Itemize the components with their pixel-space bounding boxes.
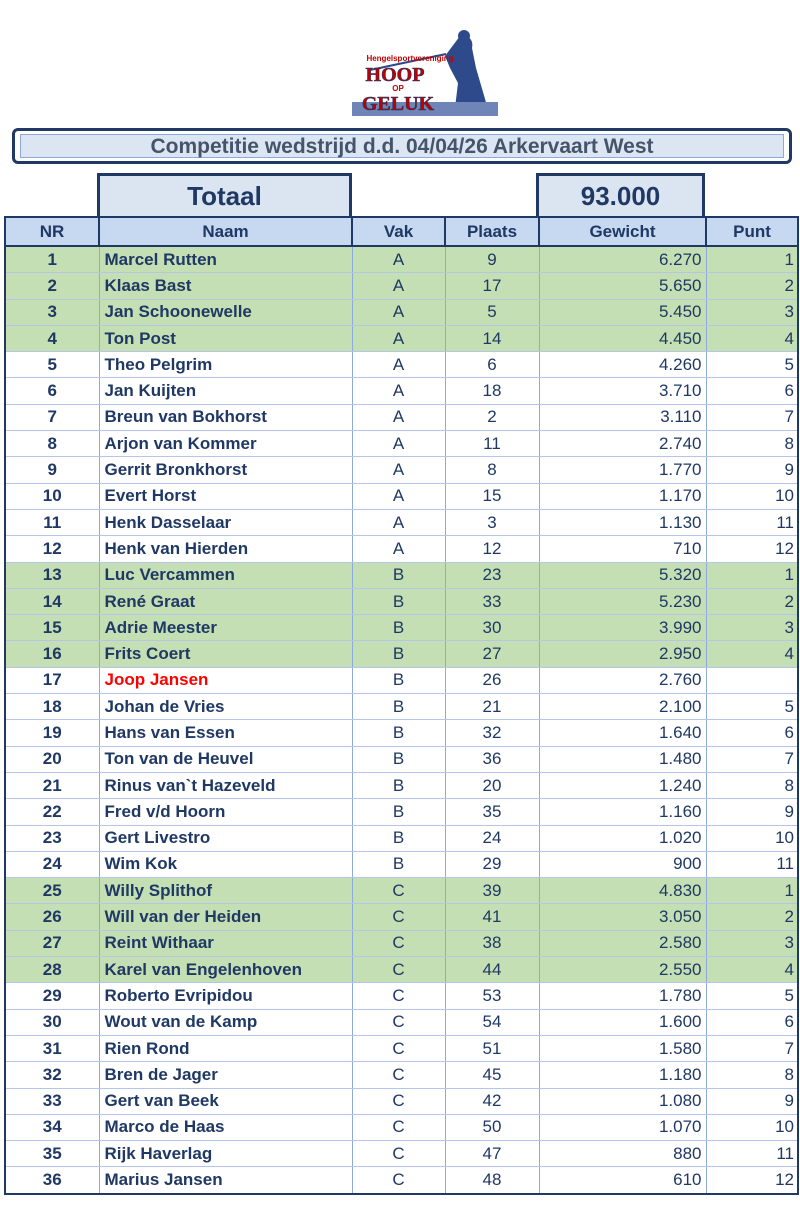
col-header-plaats: Plaats — [445, 217, 539, 246]
cell-nr: 20 — [5, 746, 99, 772]
cell-gewicht: 1.080 — [539, 1088, 706, 1114]
cell-naam: Willy Splithof — [99, 878, 352, 904]
table-row — [5, 930, 798, 956]
cell-naam: Gert Livestro — [99, 825, 352, 851]
cell-punt: 1 — [706, 246, 798, 273]
cell-vak: C — [352, 983, 445, 1009]
table-row — [5, 720, 798, 746]
cell-nr: 24 — [5, 851, 99, 877]
cell-gewicht: 4.830 — [539, 878, 706, 904]
table-row — [5, 562, 798, 588]
cell-gewicht: 1.170 — [539, 483, 706, 509]
cell-vak: B — [352, 641, 445, 667]
cell-vak: A — [352, 431, 445, 457]
cell-plaats: 45 — [445, 1062, 539, 1088]
cell-punt: 1 — [706, 562, 798, 588]
cell-plaats: 29 — [445, 851, 539, 877]
cell-nr: 18 — [5, 694, 99, 720]
cell-punt: 11 — [706, 509, 798, 535]
total-weight: 93.000 — [536, 173, 705, 219]
cell-vak: A — [352, 325, 445, 351]
table-row — [5, 457, 798, 483]
cell-punt: 12 — [706, 536, 798, 562]
cell-naam: Reint Withaar — [99, 930, 352, 956]
cell-plaats: 38 — [445, 930, 539, 956]
cell-vak: C — [352, 904, 445, 930]
cell-vak: B — [352, 746, 445, 772]
cell-nr: 3 — [5, 299, 99, 325]
cell-naam: Breun van Bokhorst — [99, 404, 352, 430]
cell-naam: Klaas Bast — [99, 273, 352, 299]
cell-nr: 17 — [5, 667, 99, 693]
cell-gewicht: 1.770 — [539, 457, 706, 483]
cell-naam: Joop Jansen — [99, 667, 352, 693]
table-row — [5, 1088, 798, 1114]
table-row — [5, 904, 798, 930]
cell-naam: Jan Schoonewelle — [99, 299, 352, 325]
cell-naam: Bren de Jager — [99, 1062, 352, 1088]
cell-naam: Wout van de Kamp — [99, 1009, 352, 1035]
cell-naam: Gert van Beek — [99, 1088, 352, 1114]
cell-nr: 4 — [5, 325, 99, 351]
cell-punt: 6 — [706, 1009, 798, 1035]
cell-nr: 10 — [5, 483, 99, 509]
cell-punt: 4 — [706, 641, 798, 667]
table-row — [5, 404, 798, 430]
cell-gewicht: 4.450 — [539, 325, 706, 351]
cell-nr: 36 — [5, 1167, 99, 1194]
table-row — [5, 509, 798, 535]
cell-plaats: 26 — [445, 667, 539, 693]
table-row — [5, 957, 798, 983]
cell-plaats: 47 — [445, 1141, 539, 1167]
cell-plaats: 50 — [445, 1114, 539, 1140]
cell-nr: 28 — [5, 957, 99, 983]
cell-vak: B — [352, 667, 445, 693]
cell-nr: 32 — [5, 1062, 99, 1088]
club-logo — [350, 28, 498, 118]
table-row — [5, 667, 798, 693]
cell-plaats: 2 — [445, 404, 539, 430]
cell-gewicht: 6.270 — [539, 246, 706, 273]
cell-punt: 7 — [706, 404, 798, 430]
cell-vak: A — [352, 378, 445, 404]
cell-gewicht: 1.240 — [539, 772, 706, 798]
cell-vak: C — [352, 1167, 445, 1194]
cell-plaats: 27 — [445, 641, 539, 667]
cell-gewicht: 880 — [539, 1141, 706, 1167]
svg-text:OP: OP — [392, 84, 404, 93]
cell-naam: Evert Horst — [99, 483, 352, 509]
cell-punt: 7 — [706, 1035, 798, 1061]
cell-vak: A — [352, 483, 445, 509]
cell-nr: 27 — [5, 930, 99, 956]
col-header-vak: Vak — [352, 217, 445, 246]
table-row — [5, 983, 798, 1009]
cell-punt: 10 — [706, 483, 798, 509]
cell-naam: Rijk Haverlag — [99, 1141, 352, 1167]
cell-vak: C — [352, 1141, 445, 1167]
cell-punt: 11 — [706, 851, 798, 877]
cell-plaats: 12 — [445, 536, 539, 562]
table-row — [5, 273, 798, 299]
cell-nr: 25 — [5, 878, 99, 904]
results-table — [4, 216, 799, 1195]
cell-nr: 29 — [5, 983, 99, 1009]
cell-naam: Johan de Vries — [99, 694, 352, 720]
cell-naam: Jan Kuijten — [99, 378, 352, 404]
cell-gewicht: 1.600 — [539, 1009, 706, 1035]
cell-gewicht: 3.990 — [539, 615, 706, 641]
cell-plaats: 39 — [445, 878, 539, 904]
cell-plaats: 8 — [445, 457, 539, 483]
cell-gewicht: 1.780 — [539, 983, 706, 1009]
cell-gewicht: 1.020 — [539, 825, 706, 851]
col-header-gewicht: Gewicht — [539, 217, 706, 246]
cell-gewicht: 1.180 — [539, 1062, 706, 1088]
cell-plaats: 48 — [445, 1167, 539, 1194]
cell-plaats: 41 — [445, 904, 539, 930]
cell-gewicht: 1.130 — [539, 509, 706, 535]
cell-punt: 6 — [706, 378, 798, 404]
table-row — [5, 1009, 798, 1035]
title-banner — [12, 128, 792, 164]
cell-naam: Adrie Meester — [99, 615, 352, 641]
cell-punt: 7 — [706, 746, 798, 772]
table-row — [5, 246, 798, 273]
cell-gewicht: 5.450 — [539, 299, 706, 325]
cell-nr: 22 — [5, 799, 99, 825]
cell-nr: 2 — [5, 273, 99, 299]
table-row — [5, 825, 798, 851]
cell-vak: A — [352, 457, 445, 483]
table-row — [5, 694, 798, 720]
cell-punt: 8 — [706, 772, 798, 798]
cell-nr: 14 — [5, 588, 99, 614]
cell-gewicht: 1.580 — [539, 1035, 706, 1061]
cell-naam: Frits Coert — [99, 641, 352, 667]
cell-punt: 2 — [706, 904, 798, 930]
table-row — [5, 746, 798, 772]
cell-vak: C — [352, 1035, 445, 1061]
cell-nr: 30 — [5, 1009, 99, 1035]
cell-punt: 1 — [706, 878, 798, 904]
cell-naam: Gerrit Bronkhorst — [99, 457, 352, 483]
cell-naam: Will van der Heiden — [99, 904, 352, 930]
cell-nr: 19 — [5, 720, 99, 746]
cell-punt: 3 — [706, 615, 798, 641]
cell-nr: 21 — [5, 772, 99, 798]
cell-gewicht: 2.100 — [539, 694, 706, 720]
cell-naam: Ton Post — [99, 325, 352, 351]
cell-plaats: 23 — [445, 562, 539, 588]
cell-nr: 9 — [5, 457, 99, 483]
table-row — [5, 431, 798, 457]
cell-punt: 8 — [706, 1062, 798, 1088]
cell-punt: 10 — [706, 1114, 798, 1140]
cell-vak: B — [352, 615, 445, 641]
cell-plaats: 36 — [445, 746, 539, 772]
cell-gewicht: 3.050 — [539, 904, 706, 930]
cell-vak: C — [352, 1009, 445, 1035]
cell-naam: Rinus van`t Hazeveld — [99, 772, 352, 798]
cell-vak: B — [352, 772, 445, 798]
svg-text:HOOP: HOOP — [365, 64, 425, 86]
cell-gewicht: 5.320 — [539, 562, 706, 588]
cell-nr: 7 — [5, 404, 99, 430]
cell-plaats: 17 — [445, 273, 539, 299]
cell-nr: 35 — [5, 1141, 99, 1167]
cell-punt: 11 — [706, 1141, 798, 1167]
cell-gewicht: 3.110 — [539, 404, 706, 430]
cell-vak: B — [352, 588, 445, 614]
cell-punt: 12 — [706, 1167, 798, 1194]
cell-plaats: 5 — [445, 299, 539, 325]
page-title: Competitie wedstrijd d.d. 04/04/26 Arkervaart West — [20, 134, 784, 158]
cell-naam: Ton van de Heuvel — [99, 746, 352, 772]
cell-naam: Wim Kok — [99, 851, 352, 877]
cell-plaats: 24 — [445, 825, 539, 851]
cell-punt: 5 — [706, 352, 798, 378]
cell-plaats: 11 — [445, 431, 539, 457]
cell-nr: 26 — [5, 904, 99, 930]
cell-nr: 12 — [5, 536, 99, 562]
table-row — [5, 799, 798, 825]
cell-vak: C — [352, 878, 445, 904]
table-row — [5, 299, 798, 325]
cell-naam: Theo Pelgrim — [99, 352, 352, 378]
svg-text:Hengelsportvereniging: Hengelsportvereniging — [366, 54, 454, 63]
cell-vak: B — [352, 825, 445, 851]
cell-nr: 15 — [5, 615, 99, 641]
cell-naam: Fred v/d Hoorn — [99, 799, 352, 825]
cell-plaats: 53 — [445, 983, 539, 1009]
cell-naam: Henk van Hierden — [99, 536, 352, 562]
cell-punt: 6 — [706, 720, 798, 746]
table-row — [5, 325, 798, 351]
cell-vak: A — [352, 536, 445, 562]
cell-plaats: 18 — [445, 378, 539, 404]
table-row — [5, 378, 798, 404]
cell-punt: 5 — [706, 983, 798, 1009]
svg-text:GELUK: GELUK — [361, 93, 435, 115]
cell-gewicht: 2.550 — [539, 957, 706, 983]
cell-plaats: 32 — [445, 720, 539, 746]
table-row — [5, 483, 798, 509]
cell-punt: 2 — [706, 273, 798, 299]
table-row — [5, 1062, 798, 1088]
cell-punt: 4 — [706, 957, 798, 983]
cell-vak: C — [352, 1062, 445, 1088]
cell-nr: 13 — [5, 562, 99, 588]
cell-nr: 1 — [5, 246, 99, 273]
cell-vak: B — [352, 720, 445, 746]
cell-gewicht: 4.260 — [539, 352, 706, 378]
cell-plaats: 51 — [445, 1035, 539, 1061]
cell-plaats: 42 — [445, 1088, 539, 1114]
cell-vak: B — [352, 851, 445, 877]
table-row — [5, 641, 798, 667]
cell-vak: C — [352, 1088, 445, 1114]
cell-gewicht: 2.740 — [539, 431, 706, 457]
cell-nr: 16 — [5, 641, 99, 667]
cell-gewicht: 2.580 — [539, 930, 706, 956]
cell-gewicht: 2.950 — [539, 641, 706, 667]
cell-gewicht: 1.480 — [539, 746, 706, 772]
cell-vak: A — [352, 246, 445, 273]
table-row — [5, 1035, 798, 1061]
cell-punt: 5 — [706, 694, 798, 720]
cell-nr: 6 — [5, 378, 99, 404]
cell-plaats: 20 — [445, 772, 539, 798]
cell-punt: 9 — [706, 457, 798, 483]
cell-nr: 5 — [5, 352, 99, 378]
cell-plaats: 14 — [445, 325, 539, 351]
cell-plaats: 21 — [445, 694, 539, 720]
cell-gewicht: 900 — [539, 851, 706, 877]
table-row — [5, 878, 798, 904]
cell-nr: 23 — [5, 825, 99, 851]
cell-plaats: 54 — [445, 1009, 539, 1035]
cell-vak: B — [352, 694, 445, 720]
cell-vak: A — [352, 509, 445, 535]
cell-plaats: 3 — [445, 509, 539, 535]
cell-naam: Henk Dasselaar — [99, 509, 352, 535]
total-label: Totaal — [97, 173, 352, 219]
cell-naam: Luc Vercammen — [99, 562, 352, 588]
cell-naam: Marcel Rutten — [99, 246, 352, 273]
cell-punt: 4 — [706, 325, 798, 351]
cell-naam: Arjon van Kommer — [99, 431, 352, 457]
col-header-nr: NR — [5, 217, 99, 246]
table-row — [5, 1141, 798, 1167]
cell-plaats: 30 — [445, 615, 539, 641]
cell-naam: Marius Jansen — [99, 1167, 352, 1194]
cell-plaats: 44 — [445, 957, 539, 983]
cell-vak: C — [352, 1114, 445, 1140]
table-row — [5, 772, 798, 798]
header-row — [5, 217, 798, 246]
cell-vak: A — [352, 404, 445, 430]
cell-gewicht: 1.640 — [539, 720, 706, 746]
cell-gewicht: 1.070 — [539, 1114, 706, 1140]
cell-vak: A — [352, 299, 445, 325]
cell-naam: Roberto Evripidou — [99, 983, 352, 1009]
cell-naam: Hans van Essen — [99, 720, 352, 746]
cell-naam: Marco de Haas — [99, 1114, 352, 1140]
cell-naam: Rien Rond — [99, 1035, 352, 1061]
cell-vak: B — [352, 799, 445, 825]
table-row — [5, 536, 798, 562]
cell-punt — [706, 667, 798, 693]
col-header-naam: Naam — [99, 217, 352, 246]
cell-vak: A — [352, 352, 445, 378]
cell-vak: C — [352, 930, 445, 956]
cell-nr: 34 — [5, 1114, 99, 1140]
table-row — [5, 352, 798, 378]
cell-plaats: 6 — [445, 352, 539, 378]
cell-punt: 2 — [706, 588, 798, 614]
cell-gewicht: 2.760 — [539, 667, 706, 693]
cell-gewicht: 610 — [539, 1167, 706, 1194]
cell-nr: 11 — [5, 509, 99, 535]
cell-punt: 9 — [706, 1088, 798, 1114]
table-row — [5, 1114, 798, 1140]
cell-nr: 8 — [5, 431, 99, 457]
cell-plaats: 15 — [445, 483, 539, 509]
cell-gewicht: 5.230 — [539, 588, 706, 614]
cell-gewicht: 3.710 — [539, 378, 706, 404]
cell-nr: 31 — [5, 1035, 99, 1061]
cell-punt: 9 — [706, 799, 798, 825]
cell-plaats: 9 — [445, 246, 539, 273]
cell-plaats: 35 — [445, 799, 539, 825]
cell-punt: 3 — [706, 299, 798, 325]
cell-punt: 10 — [706, 825, 798, 851]
table-row — [5, 851, 798, 877]
table-row — [5, 1167, 798, 1194]
cell-gewicht: 1.160 — [539, 799, 706, 825]
cell-naam: René Graat — [99, 588, 352, 614]
cell-punt: 8 — [706, 431, 798, 457]
col-header-punt: Punt — [706, 217, 798, 246]
cell-gewicht: 5.650 — [539, 273, 706, 299]
cell-vak: C — [352, 957, 445, 983]
cell-vak: B — [352, 562, 445, 588]
cell-naam: Karel van Engelenhoven — [99, 957, 352, 983]
cell-vak: A — [352, 273, 445, 299]
cell-gewicht: 710 — [539, 536, 706, 562]
cell-nr: 33 — [5, 1088, 99, 1114]
cell-punt: 3 — [706, 930, 798, 956]
table-row — [5, 588, 798, 614]
table-row — [5, 615, 798, 641]
cell-plaats: 33 — [445, 588, 539, 614]
